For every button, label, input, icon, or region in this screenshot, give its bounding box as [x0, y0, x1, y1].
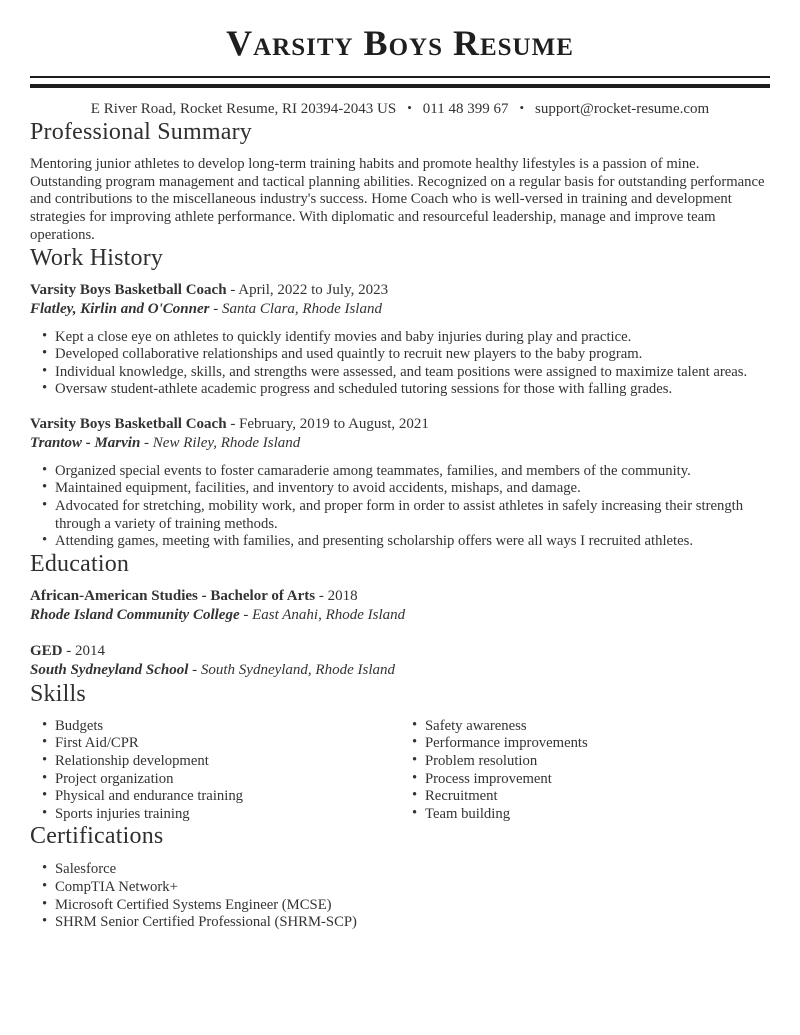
certification-item: • CompTIA Network+: [55, 879, 770, 897]
education-entry: [30, 642, 770, 681]
contact-separator: •: [407, 100, 412, 115]
job-entry: [30, 281, 770, 399]
contact-separator: •: [519, 100, 525, 115]
education-location: - East Anahi, Rhode Island: [239, 607, 406, 624]
duty-item: • Individual knowledge, skills, and strengths were assessed, and team positions were assigned to maximize talent areas.: [55, 364, 770, 382]
education-year: - 2018: [315, 587, 358, 604]
duty-item: • Maintained equipment, facilities, and inventory to avoid accidents, mishaps, and damage.: [55, 480, 770, 498]
job-location: - New Riley, Rhode Island: [140, 435, 301, 452]
section-heading-education: Education: [30, 550, 130, 577]
skills-list-left: [30, 718, 400, 824]
skill-item: • Physical and endurance training: [55, 788, 400, 806]
job-duties-list: [30, 329, 770, 399]
certification-item: • Microsoft Certified Systems Engineer (MCSE): [55, 897, 770, 915]
job-company-line: [30, 434, 770, 454]
education-entry: [30, 587, 770, 626]
job-title: Varsity Boys Basketball Coach: [30, 281, 227, 298]
job-entry: [30, 415, 770, 551]
section-heading-work-history: Work History: [30, 244, 164, 271]
skills-list-right: [400, 718, 770, 824]
job-company: Flatley, Kirlin and O'Conner: [30, 301, 210, 318]
job-company: Trantow - Marvin: [30, 435, 141, 452]
job-title-line: [30, 281, 770, 301]
skill-item: • Safety awareness: [425, 718, 770, 736]
duty-item: • Kept a close eye on athletes to quickly identify movies and baby injuries during play and practice.: [55, 329, 770, 347]
job-dates: - February, 2019 to August, 2021: [226, 415, 429, 432]
certifications-list: [30, 861, 770, 931]
contact-phone: 011 48 399 67: [422, 101, 509, 117]
education-program-line: [30, 642, 770, 662]
contact-line: [30, 98, 770, 119]
section-skills: [30, 681, 770, 824]
duty-item: • Attending games, meeting with families, and presenting scholarship offers were all ways I recruited athletes.: [55, 533, 770, 551]
education-school: South Sydneyland School: [30, 662, 189, 679]
section-heading-professional-summary: Professional Summary: [30, 119, 252, 145]
education-location: - South Sydneyland, Rhode Island: [188, 662, 395, 679]
section-certifications: [30, 823, 770, 931]
duty-item: • Organized special events to foster camaraderie among teammates, families, and members of the community.: [55, 463, 770, 481]
contact-email: support@rocket-resume.com: [535, 101, 710, 117]
header-double-rule: [30, 76, 770, 88]
skill-item: • Budgets: [55, 718, 400, 736]
job-duties-list: [30, 463, 770, 551]
skill-item: • Project organization: [55, 771, 400, 789]
skill-item: • Recruitment: [425, 788, 770, 806]
section-education: [30, 551, 770, 681]
job-company-line: [30, 300, 770, 320]
education-school-line: [30, 661, 770, 681]
contact-address: E River Road, Rocket Resume, RI 20394-2043 US: [90, 101, 397, 117]
duty-item: • Advocated for stretching, mobility work, and proper form in order to assist athletes in safely increasing their strength through a variety of training methods.: [55, 498, 770, 533]
job-dates: - April, 2022 to July, 2023: [226, 281, 389, 298]
education-program: GED: [30, 642, 63, 659]
certification-item: • Salesforce: [55, 861, 770, 879]
skill-item: • Process improvement: [425, 771, 770, 789]
skill-item: • Relationship development: [55, 753, 400, 771]
job-title: Varsity Boys Basketball Coach: [30, 415, 227, 432]
skill-item: • Team building: [425, 806, 770, 824]
education-program: African-American Studies - Bachelor of Arts: [30, 587, 316, 604]
summary-text: Mentoring junior athletes to develop long-term training habits and promote healthy lifestyles is a passion of mine. Outstanding program management and tactical planning abilities. Recognized on a regular basis for outstanding performance and contributions to the miscellaneous industry's success. Home Coach who is well-versed in training and development strategies for improving athlete performance. With diplomatic and resourceful leadership, manage and improve team operations.: [30, 156, 765, 243]
education-year: - 2014: [62, 642, 106, 659]
skill-item: • Performance improvements: [425, 735, 770, 753]
duty-item: • Oversaw student-athlete academic progress and scheduled tutoring sessions for those with falling grades.: [55, 381, 770, 399]
education-school-line: [30, 606, 770, 626]
education-program-line: [30, 587, 770, 607]
skill-item: • Sports injuries training: [55, 806, 400, 824]
duty-item: • Developed collaborative relationships and used quaintly to recruit new players to the baby program.: [55, 346, 770, 364]
education-school: Rhode Island Community College: [30, 607, 240, 624]
job-location: - Santa Clara, Rhode Island: [209, 301, 382, 318]
skill-item: • First Aid/CPR: [55, 735, 400, 753]
section-heading-skills: Skills: [30, 680, 86, 707]
certification-item: • SHRM Senior Certified Professional (SHRM-SCP): [55, 914, 770, 932]
skills-columns: [30, 708, 770, 824]
skill-item: • Problem resolution: [425, 753, 770, 771]
job-title-line: [30, 415, 770, 435]
resume-title: Varsity Boys Resume: [226, 23, 574, 63]
section-work-history: [30, 245, 770, 551]
resume-header: [30, 0, 770, 119]
section-heading-certifications: Certifications: [30, 823, 164, 850]
section-professional-summary: [30, 119, 770, 245]
